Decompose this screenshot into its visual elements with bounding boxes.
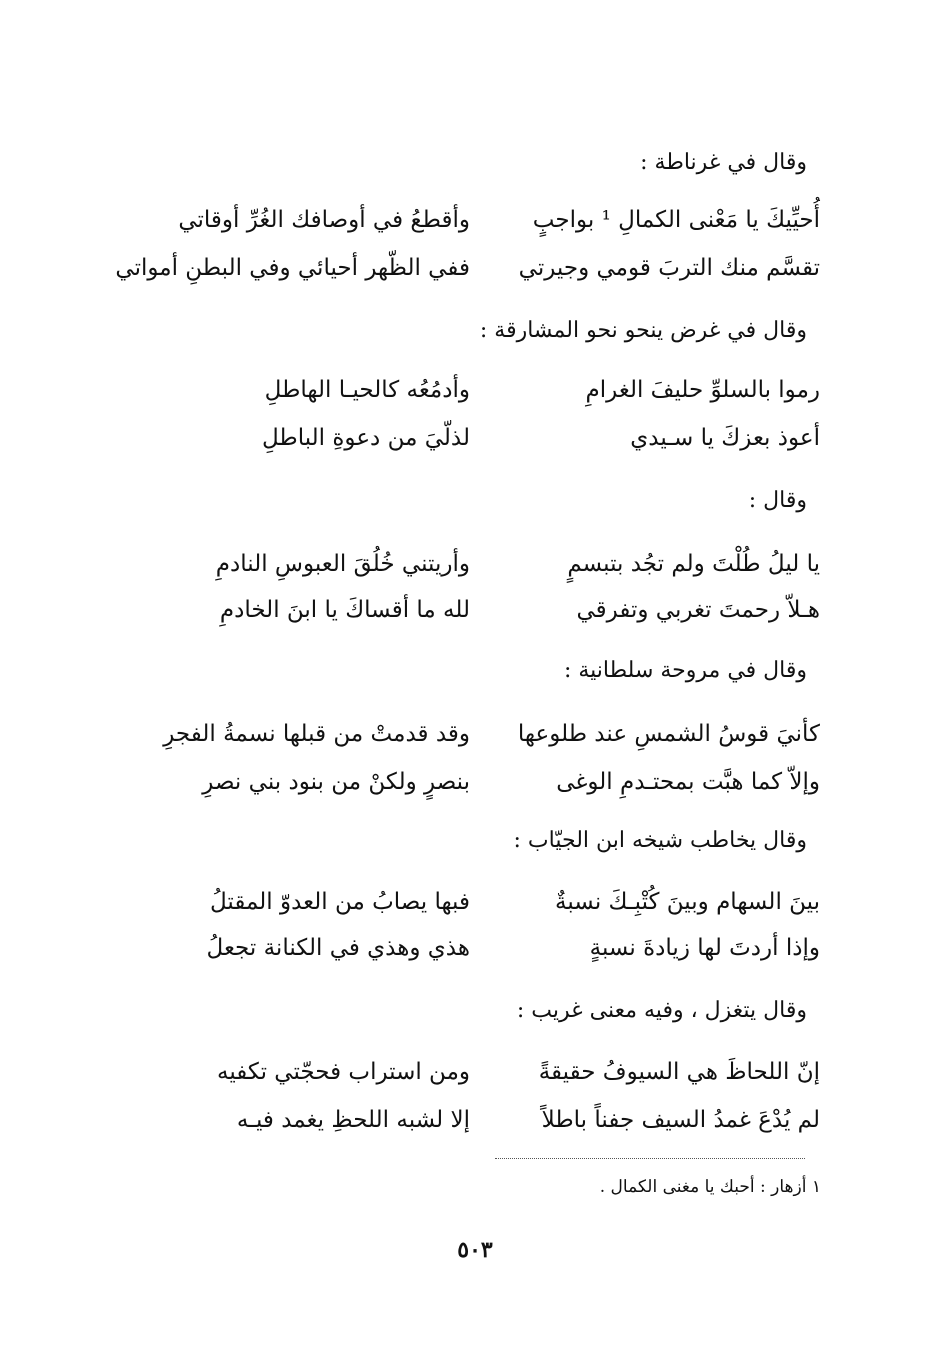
verse-first-hemistich: أعوذ بعزكَ يا سـيدي xyxy=(630,425,820,451)
verse-first-hemistich: تقسَّم منك التربَ قومي وجيرتي xyxy=(518,255,820,281)
verse-line xyxy=(150,544,820,584)
verse-line xyxy=(150,1100,820,1140)
verse-second-hemistich: لذلّيَ من دعوةِ الباطلِ xyxy=(262,425,470,451)
footnote-divider xyxy=(495,1158,805,1159)
verse-line xyxy=(150,370,820,410)
verse-line xyxy=(150,418,820,458)
verse-second-hemistich: وقد قدمتْ من قبلها نسمةُ الفجرِ xyxy=(163,721,470,747)
section-heading: وقال في غرناطة : xyxy=(640,150,807,175)
verse-second-hemistich: ومن استراب فحجّتي تكفيه xyxy=(216,1059,470,1085)
verse-second-hemistich: وأقطعُ في أوصافك الغُرِّ أوقاتي xyxy=(178,207,470,233)
section-heading: وقال : xyxy=(748,488,807,513)
verse-line xyxy=(150,1052,820,1092)
verse-first-hemistich: أُحيِّيكَ يا مَعْنى الكمالِ ¹ بواجبٍ xyxy=(532,207,820,233)
verse-first-hemistich: لم يُدْعَ غمدُ السيف جفناً باطلاً xyxy=(541,1107,820,1133)
verse-first-hemistich: رموا بالسلوِّ حليفَ الغرامِ xyxy=(585,377,820,403)
verse-second-hemistich: هذي وهذي في الكنانة تجعلُ xyxy=(206,935,470,961)
verse-second-hemistich: وأريتني خُلُقَ العبوسِ النادمِ xyxy=(215,551,470,577)
verse-second-hemistich: إلا لشبه اللحظِ يغمد فيـه xyxy=(236,1107,470,1133)
verse-line xyxy=(150,200,820,240)
verse-second-hemistich: وأدمُعُه كالحيـا الهاطلِ xyxy=(264,377,470,403)
verse-line xyxy=(150,928,820,968)
section-heading: وقال يخاطب شيخه ابن الجيّاب : xyxy=(513,828,807,853)
footnote: ١ أزهار : أحبك يا مغنى الكمال . xyxy=(599,1177,821,1197)
page-number: ٥٠٣ xyxy=(457,1237,493,1263)
verse-first-hemistich: إنّ اللحاظَ هي السيوفُ حقيقةً xyxy=(538,1059,820,1085)
verse-first-hemistich: بينَ السهام وبينَ كُتْبِـكَ نسبةٌ xyxy=(555,889,820,915)
section-heading: وقال في مروحة سلطانية : xyxy=(563,658,807,683)
verse-first-hemistich: كأنيَ قوسُ الشمسِ عند طلوعها xyxy=(517,721,820,747)
verse-line xyxy=(115,248,820,288)
verse-first-hemistich: هـلاّ رحمتَ تغربي وتفرقي xyxy=(576,597,820,623)
verse-line xyxy=(150,714,820,754)
verse-second-hemistich: لله ما أقساكَ يا ابنَ الخادمِ xyxy=(219,597,470,623)
section-heading: وقال في غرض ينحو نحو المشارقة : xyxy=(479,318,807,343)
verse-second-hemistich: فبها يصابُ من العدوّ المقتلُ xyxy=(210,889,470,915)
section-heading: وقال يتغزل ، وفيه معنى غريب : xyxy=(516,998,807,1023)
verse-line xyxy=(150,882,820,922)
verse-first-hemistich: يا ليلُ طُلْتَ ولم تجُد بتبسمٍ xyxy=(567,551,820,577)
verse-second-hemistich: بنصرٍ ولكنْ من بنود بني نصرِ xyxy=(202,769,470,795)
verse-second-hemistich: ففي الظّهر أحيائي وفي البطنِ أمواتي xyxy=(115,255,470,281)
verse-line xyxy=(150,762,820,802)
verse-first-hemistich: وإذا أردتَ لها زيادةَ نسبةٍ xyxy=(589,935,820,961)
verse-first-hemistich: وإلاّ كما هبَّت بمحتـدمِ الوغى xyxy=(556,769,820,795)
verse-line xyxy=(150,590,820,630)
